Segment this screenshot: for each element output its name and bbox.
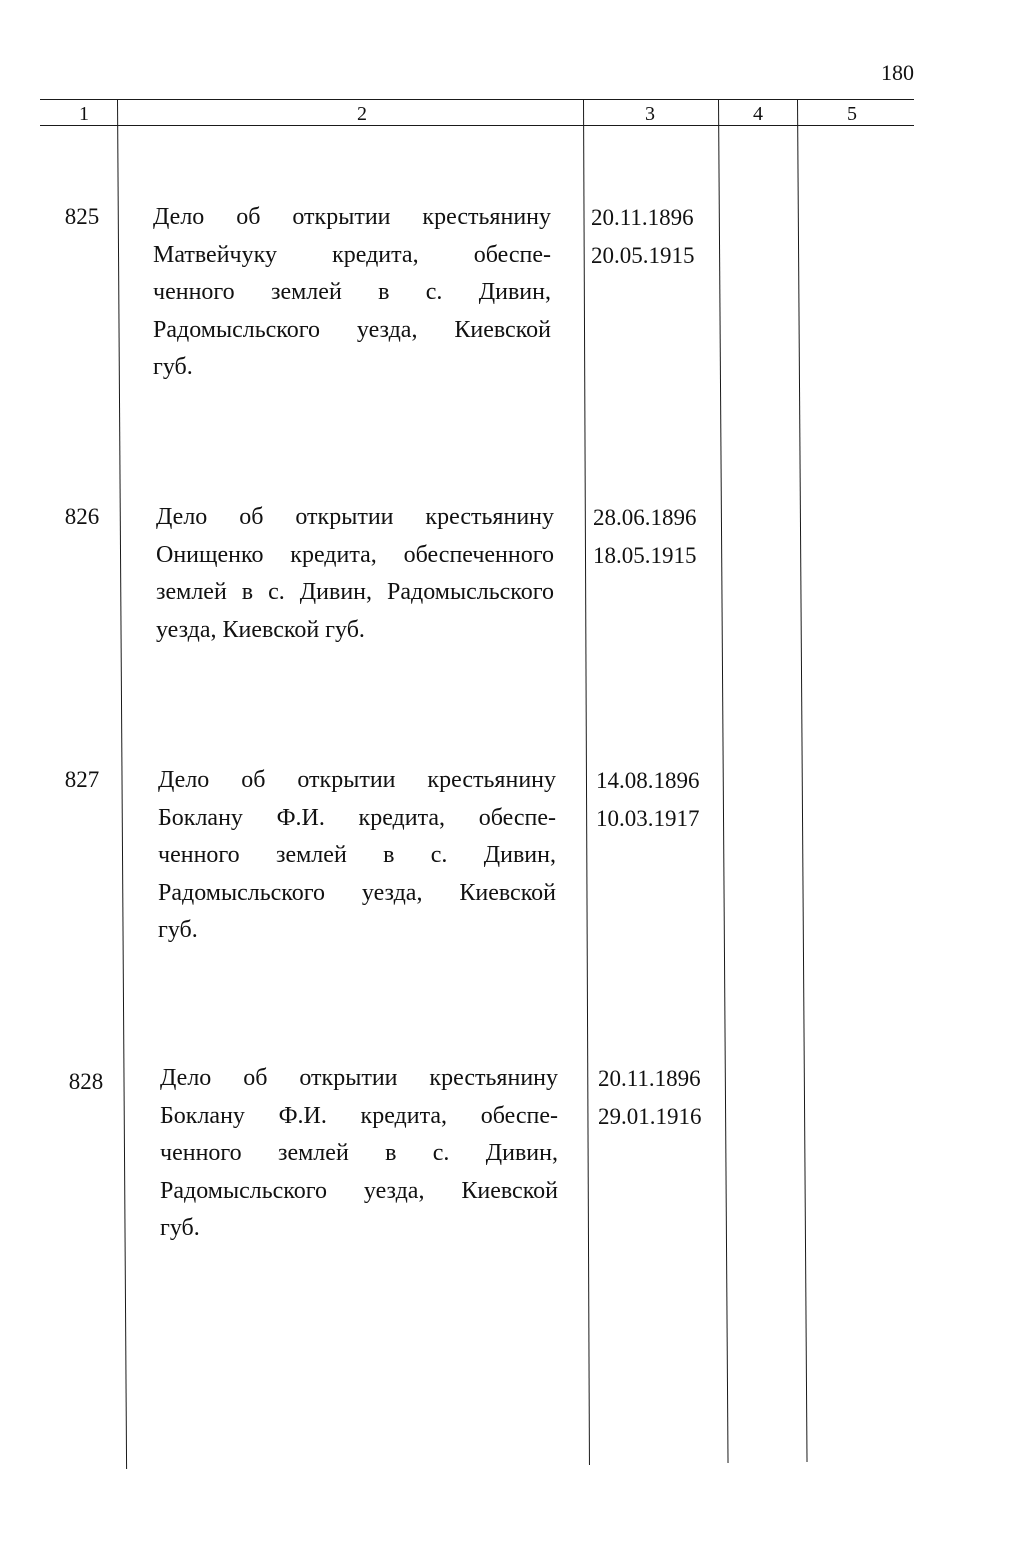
record-description [156, 499, 554, 649]
record-description [158, 762, 556, 950]
description-line: Дело об открытии крестьянину [158, 767, 556, 793]
description-line: Радомысльского уезда, Киевской [160, 1177, 558, 1204]
record-description [153, 199, 551, 387]
description-line: губ. [153, 354, 193, 380]
page-number: 180 [881, 60, 914, 85]
start-date: 28.06.1896 [593, 505, 697, 530]
column-number-5: 5 [847, 103, 857, 125]
description-line: уезда, Киевской губ. [156, 616, 365, 643]
description-line: землей в с. Дивин, Радомысльского [156, 579, 554, 605]
record-number: 825 [64, 204, 100, 229]
description-line: ченного землей в с. Дивин, [153, 279, 551, 305]
description-line: Дело об открытии крестьянину [160, 1065, 558, 1091]
table-top-rule [40, 99, 914, 100]
description-line: Радомысльского уезда, Киевской [158, 879, 556, 906]
description-line: губ. [160, 1215, 200, 1241]
column-number-4: 4 [753, 103, 763, 125]
column-rule-1 [117, 99, 127, 1469]
start-date: 14.08.1896 [596, 768, 700, 793]
record-number: 828 [68, 1069, 104, 1094]
record-dates [598, 1060, 702, 1135]
column-number-2: 2 [357, 103, 367, 125]
end-date: 20.05.1915 [591, 242, 695, 268]
description-line: Боклану Ф.И. кредита, обеспе- [160, 1102, 558, 1129]
column-rule-3 [718, 99, 729, 1463]
record-dates [593, 499, 697, 574]
record-dates [596, 762, 700, 837]
description-line: Онищенко кредита, обеспеченного [156, 541, 554, 568]
description-line: ченного землей в с. Дивин, [160, 1140, 558, 1166]
column-rule-2 [583, 99, 590, 1465]
description-line: Дело об открытии крестьянину [153, 204, 551, 230]
record-number: 826 [64, 504, 100, 529]
description-line: Боклану Ф.И. кредита, обеспе- [158, 804, 556, 831]
start-date: 20.11.1896 [598, 1066, 701, 1091]
description-line: Радомысльского уезда, Киевской [153, 316, 551, 343]
column-number-1: 1 [79, 103, 89, 125]
end-date: 10.03.1917 [596, 805, 700, 831]
description-line: Дело об открытии крестьянину [156, 504, 554, 530]
column-number-3: 3 [645, 103, 655, 125]
start-date: 20.11.1896 [591, 205, 694, 230]
record-dates [591, 199, 695, 274]
end-date: 18.05.1915 [593, 542, 697, 568]
record-description [160, 1060, 558, 1248]
column-rule-4 [797, 99, 808, 1462]
record-number: 827 [64, 767, 100, 792]
description-line: губ. [158, 917, 198, 943]
description-line: Матвейчуку кредита, обеспе- [153, 241, 551, 268]
end-date: 29.01.1916 [598, 1103, 702, 1129]
description-line: ченного землей в с. Дивин, [158, 842, 556, 868]
header-bottom-rule [40, 125, 914, 126]
